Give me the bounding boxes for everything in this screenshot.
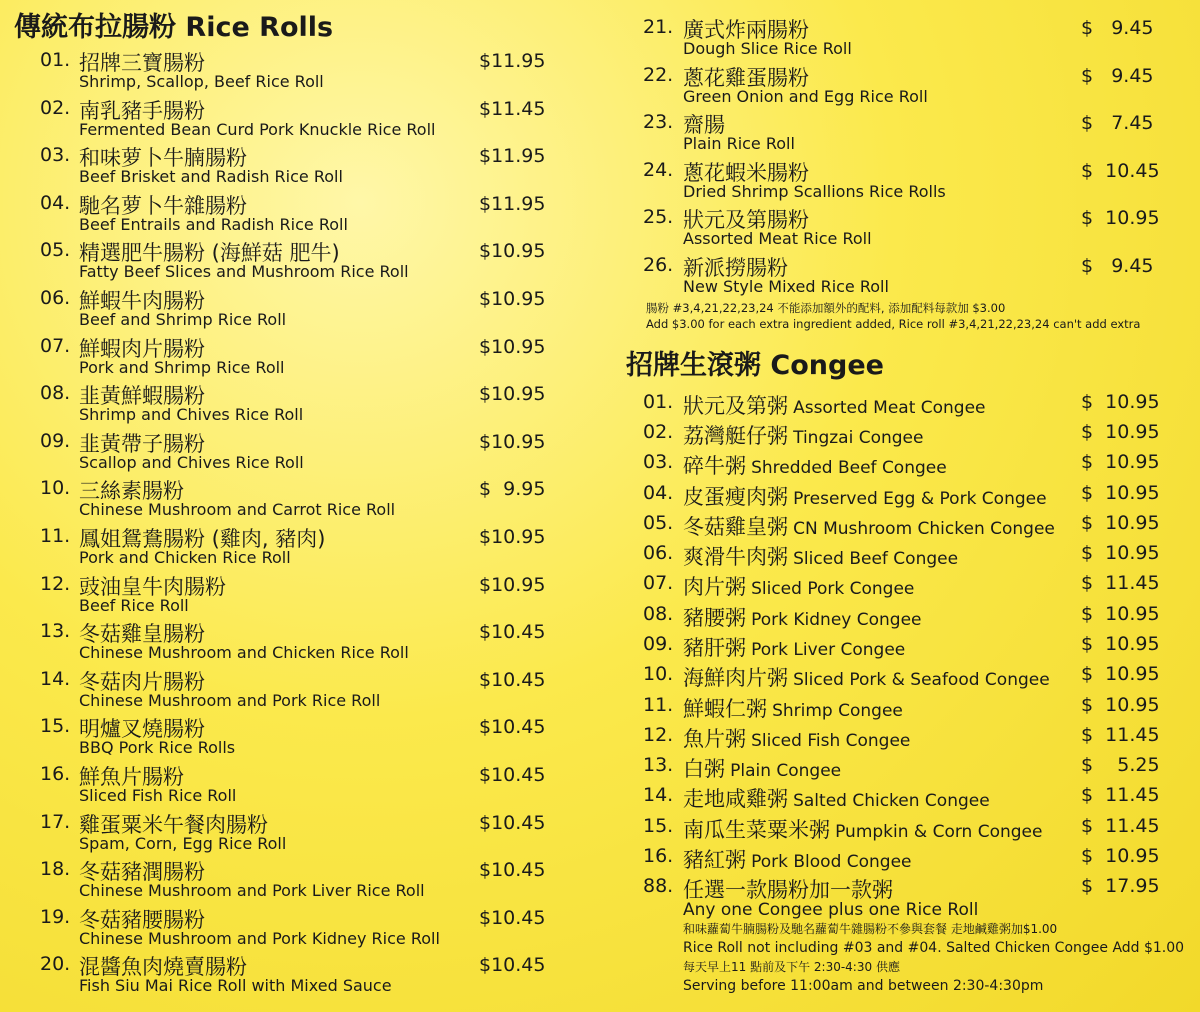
item-price: $11.95: [479, 192, 546, 215]
rice-roll-note-en: Add $3.00 for each extra ingredient added, Rice roll #3,4,21,22,23,24 can't add extra: [646, 316, 1141, 331]
item-name-zh: 冬菇雞皇粥: [683, 514, 788, 539]
item-name-en: Chinese Mushroom and Pork Liver Rice Roll: [79, 881, 425, 901]
menu-item: [14, 335, 574, 383]
item-name-en: Shrimp and Chives Rice Roll: [79, 405, 304, 425]
item-name-zh: 南乳豬手腸粉: [79, 98, 205, 123]
menu-item: [626, 206, 1186, 254]
item-number: 24.: [643, 158, 674, 181]
item-name-en: Dough Slice Rice Roll: [683, 39, 852, 58]
item-name: [683, 602, 922, 632]
item-number: 13.: [40, 620, 71, 643]
item-name-en: Shredded Beef Congee: [751, 458, 947, 479]
item-number: 02.: [40, 96, 71, 119]
item-name-en: Pork Blood Congee: [751, 852, 912, 873]
item-name-en: Beef Rice Roll: [79, 595, 189, 615]
item-price: $10.45: [479, 906, 546, 929]
item-price: $ 10.95: [1081, 390, 1160, 413]
item-name-zh: 蔥花蝦米腸粉: [683, 160, 809, 185]
menu-item: [14, 97, 574, 145]
item-price: $ 10.45: [1081, 159, 1160, 182]
item-name: [683, 481, 1047, 511]
item-price: $10.45: [479, 716, 546, 739]
item-number: 13.: [643, 754, 674, 777]
item-name-zh: 韭黃帶子腸粉: [79, 431, 205, 456]
item-number: 12.: [40, 572, 71, 595]
menu-item: [14, 192, 574, 240]
item-number: 18.: [40, 858, 71, 881]
menu-item: [14, 858, 574, 906]
item-name: [683, 753, 841, 783]
item-name-zh: 蔥花雞蛋腸粉: [683, 65, 809, 90]
item-name-zh: 鳳姐鴛鴦腸粉 (雞肉, 豬肉): [79, 526, 326, 551]
item-name-en: Green Onion and Egg Rice Roll: [683, 86, 928, 106]
item-number: 12.: [643, 723, 674, 746]
item-name-zh: 韭黃鮮蝦腸粉: [79, 384, 205, 409]
item-name-zh: 冬菇豬潤腸粉: [79, 860, 205, 885]
item-price: $10.45: [479, 811, 546, 834]
item-price: $ 10.95: [1081, 845, 1160, 868]
rice-roll-list: [14, 49, 574, 1001]
item-name-zh: 鮮魚片腸粉: [79, 764, 184, 789]
item-price: $ 11.45: [1081, 723, 1160, 746]
menu-item: [14, 906, 574, 954]
item-name-zh: 豉油皇牛肉腸粉: [79, 574, 226, 599]
menu-item: [626, 782, 1186, 812]
item-price: $ 10.95: [1081, 420, 1160, 443]
item-price: $10.95: [479, 430, 546, 453]
item-name-zh: 豬肝粥: [683, 635, 746, 660]
item-name-en: Shrimp Congee: [772, 700, 903, 721]
item-number: 26.: [643, 253, 674, 276]
item-number: 20.: [40, 953, 71, 976]
hours-zh: 每天早上11 點前及下午 2:30-4:30 供應: [683, 959, 900, 974]
menu-item: [14, 49, 574, 97]
item-number: 08.: [643, 602, 674, 625]
combo-note-en: Rice Roll not including #03 and #04. Salted Chicken Congee Add $1.00: [683, 939, 1185, 956]
item-name-zh: 和味萝卜牛腩腸粉: [79, 146, 247, 171]
item-name-zh: 走地咸雞粥: [683, 787, 788, 812]
item-price: $ 9.95: [479, 478, 546, 501]
item-name-zh: 鮮蝦肉片腸粉: [79, 336, 205, 361]
item-price: $11.95: [479, 50, 546, 73]
rice-roll-list-continued: [626, 16, 1186, 302]
item-name-zh: 魚片粥: [683, 726, 746, 751]
item-price: $ 10.95: [1081, 602, 1160, 625]
item-name-zh: 冬菇豬腰腸粉: [79, 907, 205, 932]
item-price: $10.95: [479, 240, 546, 263]
menu-item: [14, 430, 574, 478]
menu-item: [626, 692, 1186, 722]
item-name-en: Fish Siu Mai Rice Roll with Mixed Sauce: [79, 976, 392, 996]
menu-item: [626, 419, 1186, 449]
item-name-zh: 任選一款腸粉加一款粥: [683, 878, 893, 903]
item-name-en: Sliced Fish Congee: [751, 730, 911, 751]
menu-item: [626, 601, 1186, 631]
item-price: $ 10.95: [1081, 663, 1160, 686]
item-price: $10.45: [479, 954, 546, 977]
menu-item: [14, 763, 574, 811]
item-name-en: Fatty Beef Slices and Mushroom Rice Roll: [79, 262, 409, 282]
menu-item: [626, 661, 1186, 691]
item-name-en: Sliced Pork Congee: [751, 579, 915, 600]
item-number: 04.: [40, 191, 71, 214]
item-name: [683, 632, 905, 662]
item-name-zh: 南瓜生菜粟米粥: [683, 817, 830, 842]
menu-item: [14, 287, 574, 335]
item-name-en: Salted Chicken Congee: [793, 791, 990, 812]
rice-rolls-title: 傳統布拉腸粉 Rice Rolls: [14, 12, 334, 43]
item-name-en: Beef and Shrimp Rice Roll: [79, 310, 287, 330]
item-number: 14.: [643, 784, 674, 807]
item-name-en: CN Mushroom Chicken Congee: [793, 518, 1055, 539]
item-name: [683, 844, 912, 874]
item-name-en: Assorted Meat Rice Roll: [683, 229, 872, 249]
item-price: $ 7.45: [1081, 112, 1154, 135]
menu-item: [14, 144, 574, 192]
item-price: $ 17.95: [1081, 875, 1160, 898]
item-name-zh: 鮮蝦仁粥: [683, 696, 767, 721]
menu-item: [14, 715, 574, 763]
item-price: $10.95: [479, 335, 546, 358]
menu-item: [626, 873, 1186, 903]
item-name-en: Pork Kidney Congee: [751, 609, 922, 630]
item-name: [683, 723, 910, 753]
item-name-en: Chinese Mushroom and Chicken Rice Roll: [79, 643, 409, 663]
item-name-zh: 招牌三寶腸粉: [79, 51, 205, 76]
item-name-zh: 精選肥牛腸粉 (海鮮菇 肥牛): [79, 241, 340, 266]
item-name-en: Scallop and Chives Rice Roll: [79, 452, 304, 472]
menu-item: [626, 631, 1186, 661]
item-name-zh: 廣式炸兩腸粉: [683, 18, 809, 42]
item-name-zh: 冬菇雞皇腸粉: [79, 622, 205, 647]
item-price: $11.95: [479, 145, 546, 168]
menu-item: [14, 525, 574, 573]
item-number: 11.: [40, 524, 71, 547]
item-name: [683, 420, 923, 450]
item-name-en: Sliced Fish Rice Roll: [79, 785, 237, 805]
item-name: [683, 814, 1042, 844]
item-name-zh: 爽滑牛肉粥: [683, 545, 788, 570]
menu-item: [626, 159, 1186, 207]
item-price: $ 10.95: [1081, 451, 1160, 474]
item-price: $ 10.95: [1081, 632, 1160, 655]
item-number: 22.: [643, 63, 674, 86]
item-number: 21.: [643, 16, 674, 38]
item-name-en: Chinese Mushroom and Pork Rice Roll: [79, 690, 381, 710]
item-name-en: Sliced Pork & Seafood Congee: [793, 670, 1050, 691]
item-name-en: Sliced Beef Congee: [793, 549, 959, 570]
menu-item: [14, 239, 574, 287]
item-name: [683, 541, 958, 571]
item-number: 06.: [643, 542, 674, 565]
item-number: 15.: [40, 715, 71, 738]
menu-item: [14, 811, 574, 859]
item-name-en: Plain Congee: [730, 761, 842, 782]
item-price: $ 9.45: [1081, 254, 1154, 277]
item-name-zh: 荔灣艇仔粥: [683, 423, 788, 448]
item-number: 25.: [643, 206, 674, 229]
item-number: 88.: [643, 875, 674, 898]
item-name-zh: 三絲素腸粉: [79, 479, 184, 504]
item-name-en: Dried Shrimp Scallions Rice Rolls: [683, 181, 946, 201]
combo-description: Any one Congee plus one Rice Roll: [683, 899, 979, 920]
menu-item: [626, 449, 1186, 479]
menu-item: [626, 752, 1186, 782]
item-number: 03.: [40, 144, 71, 167]
item-name-en: BBQ Pork Rice Rolls: [79, 738, 236, 758]
item-name-zh: 碎牛粥: [683, 454, 746, 479]
combo-note-zh: 和味蘿蔔牛腩腸粉及馳名蘿蔔牛雜腸粉不參與套餐 走地鹹雞粥加$1.00: [683, 921, 1058, 936]
item-name-en: Chinese Mushroom and Pork Kidney Rice Roll: [79, 928, 440, 948]
item-name: [683, 874, 893, 904]
item-price: $10.45: [479, 859, 546, 882]
congee-title: 招牌生滾粥 Congee: [626, 349, 884, 381]
menu-item: [626, 480, 1186, 510]
item-number: 11.: [643, 693, 674, 716]
item-number: 10.: [40, 477, 71, 500]
item-price: $ 10.95: [1081, 511, 1160, 534]
menu-item: [626, 16, 1186, 64]
item-price: $10.95: [479, 288, 546, 311]
menu-item: [626, 111, 1186, 159]
item-number: 07.: [40, 334, 71, 357]
item-number: 02.: [643, 420, 674, 443]
item-price: $ 10.95: [1081, 207, 1160, 230]
item-name-en: Plain Rice Roll: [683, 134, 795, 154]
menu-item: [626, 722, 1186, 752]
item-number: 10.: [643, 663, 674, 686]
item-price: $10.95: [479, 525, 546, 548]
item-price: $10.95: [479, 573, 546, 596]
item-price: $ 11.45: [1081, 572, 1160, 595]
item-number: 09.: [40, 429, 71, 452]
menu-item: [14, 668, 574, 716]
item-name-en: Assorted Meat Congee: [793, 397, 986, 418]
menu-item: [626, 254, 1186, 302]
item-name-zh: 冬菇肉片腸粉: [79, 669, 205, 694]
menu-item: [626, 540, 1186, 570]
menu-item: [14, 477, 574, 525]
item-price: $ 11.45: [1081, 814, 1160, 837]
item-price: $11.45: [479, 97, 546, 120]
item-price: $ 5.25: [1081, 754, 1160, 777]
item-number: 01.: [40, 49, 71, 72]
item-name: [683, 783, 990, 813]
item-name-zh: 新派撈腸粉: [683, 255, 788, 280]
item-name-zh: 豬紅粥: [683, 848, 746, 873]
item-name-en: Beef Brisket and Radish Rice Roll: [79, 167, 343, 187]
menu-item: [14, 953, 574, 1001]
menu-item: [14, 573, 574, 621]
item-name: [683, 511, 1055, 541]
menu-item: [626, 389, 1186, 419]
item-price: $ 9.45: [1081, 64, 1154, 87]
item-name-zh: 皮蛋瘦肉粥: [683, 484, 788, 509]
menu-item: [626, 64, 1186, 112]
item-name-en: Preserved Egg & Pork Congee: [793, 488, 1047, 509]
item-name: [683, 693, 903, 723]
item-name-zh: 狀元及第腸粉: [683, 208, 809, 233]
item-name: [683, 450, 947, 480]
item-price: $10.95: [479, 383, 546, 406]
item-number: 04.: [643, 481, 674, 504]
right-column: [626, 0, 1186, 996]
item-price: $10.45: [479, 621, 546, 644]
item-number: 23.: [643, 111, 674, 134]
item-price: $10.45: [479, 763, 546, 786]
item-price: $ 10.95: [1081, 693, 1160, 716]
item-name-en: Pork and Chicken Rice Roll: [79, 547, 291, 567]
item-name-en: New Style Mixed Rice Roll: [683, 276, 889, 296]
item-name: [683, 571, 914, 601]
item-name: [683, 662, 1050, 692]
hours-en: Serving before 11:00am and between 2:30-4:30pm: [683, 977, 1044, 994]
item-name-en: Pork Liver Congee: [751, 639, 906, 660]
item-name-zh: 狀元及第粥: [683, 393, 788, 418]
item-name-en: Shrimp, Scallop, Beef Rice Roll: [79, 72, 324, 92]
item-name-zh: 海鮮肉片粥: [683, 666, 788, 691]
item-name-zh: 雞蛋粟米午餐肉腸粉: [79, 812, 268, 837]
item-name-en: Beef Entrails and Radish Rice Roll: [79, 214, 348, 234]
congee-list: [626, 389, 1186, 904]
item-name-zh: 明爐叉燒腸粉: [79, 717, 205, 742]
item-price: $ 10.95: [1081, 542, 1160, 565]
item-name-en: Chinese Mushroom and Carrot Rice Roll: [79, 500, 396, 520]
menu-item: [626, 843, 1186, 873]
item-number: 06.: [40, 287, 71, 310]
item-number: 16.: [643, 845, 674, 868]
item-name-zh: 肉片粥: [683, 575, 746, 600]
item-name-en: Pork and Shrimp Rice Roll: [79, 357, 285, 377]
item-name-zh: 豬腰粥: [683, 605, 746, 630]
item-name: [683, 390, 986, 420]
item-name-en: Fermented Bean Curd Pork Knuckle Rice Roll: [79, 119, 436, 139]
item-number: 05.: [40, 239, 71, 262]
item-name-en: Spam, Corn, Egg Rice Roll: [79, 833, 287, 853]
item-number: 08.: [40, 382, 71, 405]
item-number: 01.: [643, 390, 674, 413]
rice-roll-note-zh: 腸粉 #3,4,21,22,23,24 不能添加額外的配料, 添加配料每款加 $3.00: [646, 300, 1006, 315]
item-price: $ 9.45: [1081, 17, 1154, 39]
item-number: 16.: [40, 762, 71, 785]
item-number: 14.: [40, 667, 71, 690]
menu-item: [14, 382, 574, 430]
item-number: 03.: [643, 451, 674, 474]
menu-item: [14, 620, 574, 668]
item-name-en: Tingzai Congee: [793, 427, 924, 448]
item-price: $10.45: [479, 668, 546, 691]
item-number: 17.: [40, 810, 71, 833]
item-number: 05.: [643, 511, 674, 534]
item-number: 07.: [643, 572, 674, 595]
item-number: 15.: [643, 814, 674, 837]
item-name-zh: 白粥: [683, 757, 725, 782]
item-name-zh: 鮮蝦牛肉腸粉: [79, 289, 205, 314]
item-price: $ 11.45: [1081, 784, 1160, 807]
menu-item: [626, 570, 1186, 600]
item-number: 09.: [643, 632, 674, 655]
item-name-en: Pumpkin & Corn Congee: [835, 821, 1043, 842]
item-name-zh: 齋腸: [683, 113, 725, 138]
menu-item: [626, 510, 1186, 540]
item-name-zh: 馳名萝卜牛雜腸粉: [79, 193, 247, 218]
menu-item: [626, 813, 1186, 843]
item-number: 19.: [40, 905, 71, 928]
item-name-zh: 混醬魚肉燒賣腸粉: [79, 955, 247, 980]
left-column: [14, 0, 574, 1001]
item-price: $ 10.95: [1081, 481, 1160, 504]
